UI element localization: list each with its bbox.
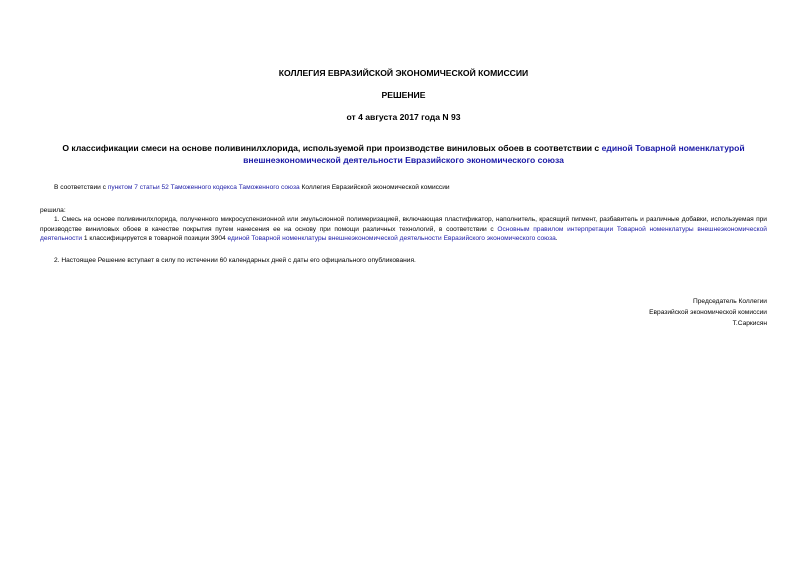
- signature-position: Председатель Коллегии: [693, 298, 767, 305]
- organization-heading: КОЛЛЕГИЯ ЕВРАЗИЙСКОЙ ЭКОНОМИЧЕСКОЙ КОМИССИИ: [278, 68, 529, 78]
- preamble-paragraph: [54, 183, 754, 193]
- signature-organization: Евразийской экономической комиссии: [649, 309, 767, 316]
- document-type-heading: РЕШЕНИЕ: [381, 90, 426, 100]
- customs-code-link[interactable]: пунктом 7 статьи 52 Таможенного кодекса Таможенного союза: [107, 184, 300, 191]
- preamble-text-start: В соответствии с: [54, 184, 108, 191]
- document-title: [40, 143, 767, 166]
- title-link-tnved[interactable]: единой Товарной номенклатурой внешнеэкономической деятельности Евразийского экономического союза: [243, 143, 745, 165]
- paragraph-1-text-start: 1. Смесь на основе поливинилхлорида, полученного микросуспензионной или эмульсионной полимеризацией, включающая пластификатор, наполнитель, красящий пигмент, разбавитель и различные добавки, используемая при производстве виниловых обоев в качестве покрытия путем нанесения ее на основу при помощи различных технологий, в соответствии с: [40, 216, 767, 233]
- title-text: О классификации смеси на основе поливинилхлорида, используемой при производстве виниловых обоев в соответствии с: [62, 143, 602, 153]
- paragraph-1: [40, 215, 767, 244]
- interpretation-rule-link[interactable]: Основным правилом интерпретации Товарной номенклатуры внешнеэкономической деятельности: [40, 225, 767, 243]
- paragraph-2: 2. Настоящее Решение вступает в силу по истечении 60 календарных дней с даты его официального опубликования.: [54, 257, 416, 264]
- paragraph-1-text-end: .: [555, 235, 558, 243]
- paragraph-1-text-middle: 1 классифицируется в товарной позиции 3904: [82, 235, 228, 243]
- signature-name: Т.Саркисян: [732, 320, 767, 327]
- tnved-link[interactable]: единой Товарной номенклатуры внешнеэкономической деятельности Евразийского экономического союза: [227, 235, 556, 243]
- document-date: от 4 августа 2017 года N 93: [346, 112, 461, 122]
- preamble-text-end: Коллегия Евразийской экономической комиссии: [299, 184, 450, 191]
- resolved-label: решила:: [40, 207, 66, 214]
